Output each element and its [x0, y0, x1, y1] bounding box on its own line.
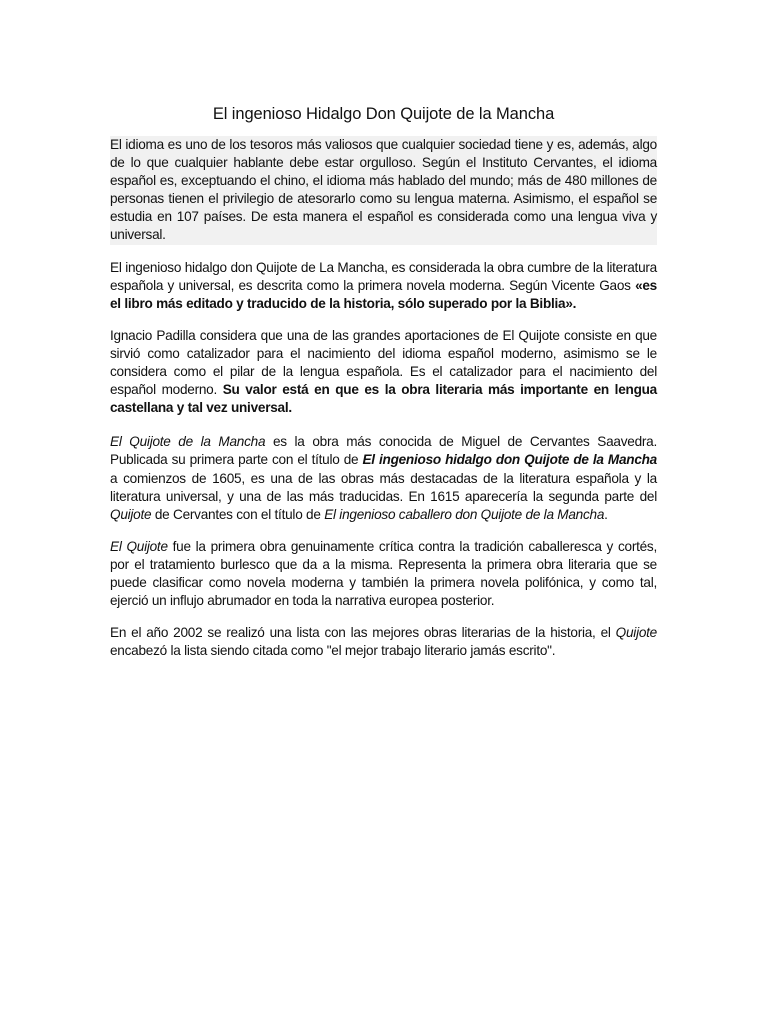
- paragraph-6: [110, 624, 657, 660]
- paragraph-3-text: Ignacio Padilla considera que una de las grandes aportaciones de El Quijote consiste en que sirvió como catalizador para el nacimiento del idioma español moderno, asimismo se le considera como el pilar de la lengua española. Es el catalizador para el nacimiento del español moderno.: [110, 327, 657, 398]
- paragraph-5-text: fue la primera obra genuinamente crítica contra la tradición caballeresca y cortés, por el tratamiento burlesco que da a la misma. Representa la primera obra literaria que se puede clasificar como novela moderna y también la primera novela polifónica, y como tal, ejerció un influjo abrumador en toda la narrativa europea posterior.: [110, 538, 658, 609]
- paragraph-4-italic-quijote: Quijote: [110, 506, 152, 522]
- paragraph-1-text: El idioma es uno de los tesoros más valiosos que cualquier sociedad tiene y es, además, algo de lo que cualquier hablante debe estar orgulloso. Según el Instituto Cervantes, el idioma español es, exceptuando el chino, el idioma más hablado del mundo; más de 480 millones de personas tienen el privilegio de atesorarlo como su lengua materna. Asimismo, el español se estudia en 107 países. De esta manera el español es considerada como una lengua viva y universal.: [110, 137, 657, 243]
- paragraph-5: [110, 538, 657, 610]
- paragraph-3-bold-statement: Su valor está en que es la obra literaria más importante en lengua castellana y tal vez universal.: [110, 382, 657, 416]
- paragraph-4-period: .: [604, 506, 608, 522]
- paragraph-2: [110, 259, 657, 313]
- document-title: El ingenioso Hidalgo Don Quijote de la Mancha: [212, 105, 555, 123]
- paragraph-2-text: El ingenioso hidalgo don Quijote de La Mancha, es considerada la obra cumbre de la literatura española y universal, es descrita como la primera novela moderna. Según Vicente Gaos: [110, 259, 657, 293]
- document-page: [110, 104, 657, 674]
- paragraph-4-text-b: a comienzos de 1605, es una de las obras más destacadas de la literatura española y la literatura universal, y una de las más traducidas. En 1615 aparecería la segunda parte del: [110, 470, 657, 504]
- paragraph-6-text-b: encabezó la lista siendo citada como "el mejor trabajo literario jamás escrito".: [110, 643, 556, 659]
- paragraph-4-bold-italic-title: El ingenioso hidalgo don Quijote de la Mancha: [362, 452, 657, 468]
- paragraph-6-text-a: En el año 2002 se realizó una lista con las mejores obras literarias de la historia, el: [110, 625, 616, 641]
- paragraph-4: [110, 433, 657, 523]
- paragraph-5-italic-title: El Quijote: [110, 538, 168, 554]
- paragraph-4-text-c: de Cervantes con el título de: [151, 506, 325, 522]
- paragraph-6-italic-quijote: Quijote: [615, 625, 657, 641]
- paragraph-2-quote-bold: «es el libro más editado y traducido de la historia, sólo superado por la Biblia».: [110, 277, 657, 311]
- paragraph-4-italic-title: El Quijote de la Mancha: [110, 434, 266, 450]
- paragraph-4-text-a: es la obra más conocida de Miguel de Cervantes Saavedra. Publicada su primera parte con el título de: [110, 434, 658, 468]
- paragraph-1: [110, 136, 657, 245]
- paragraph-3: [110, 327, 657, 417]
- paragraph-4-italic-second-title: El ingenioso caballero don Quijote de la Mancha: [324, 506, 605, 522]
